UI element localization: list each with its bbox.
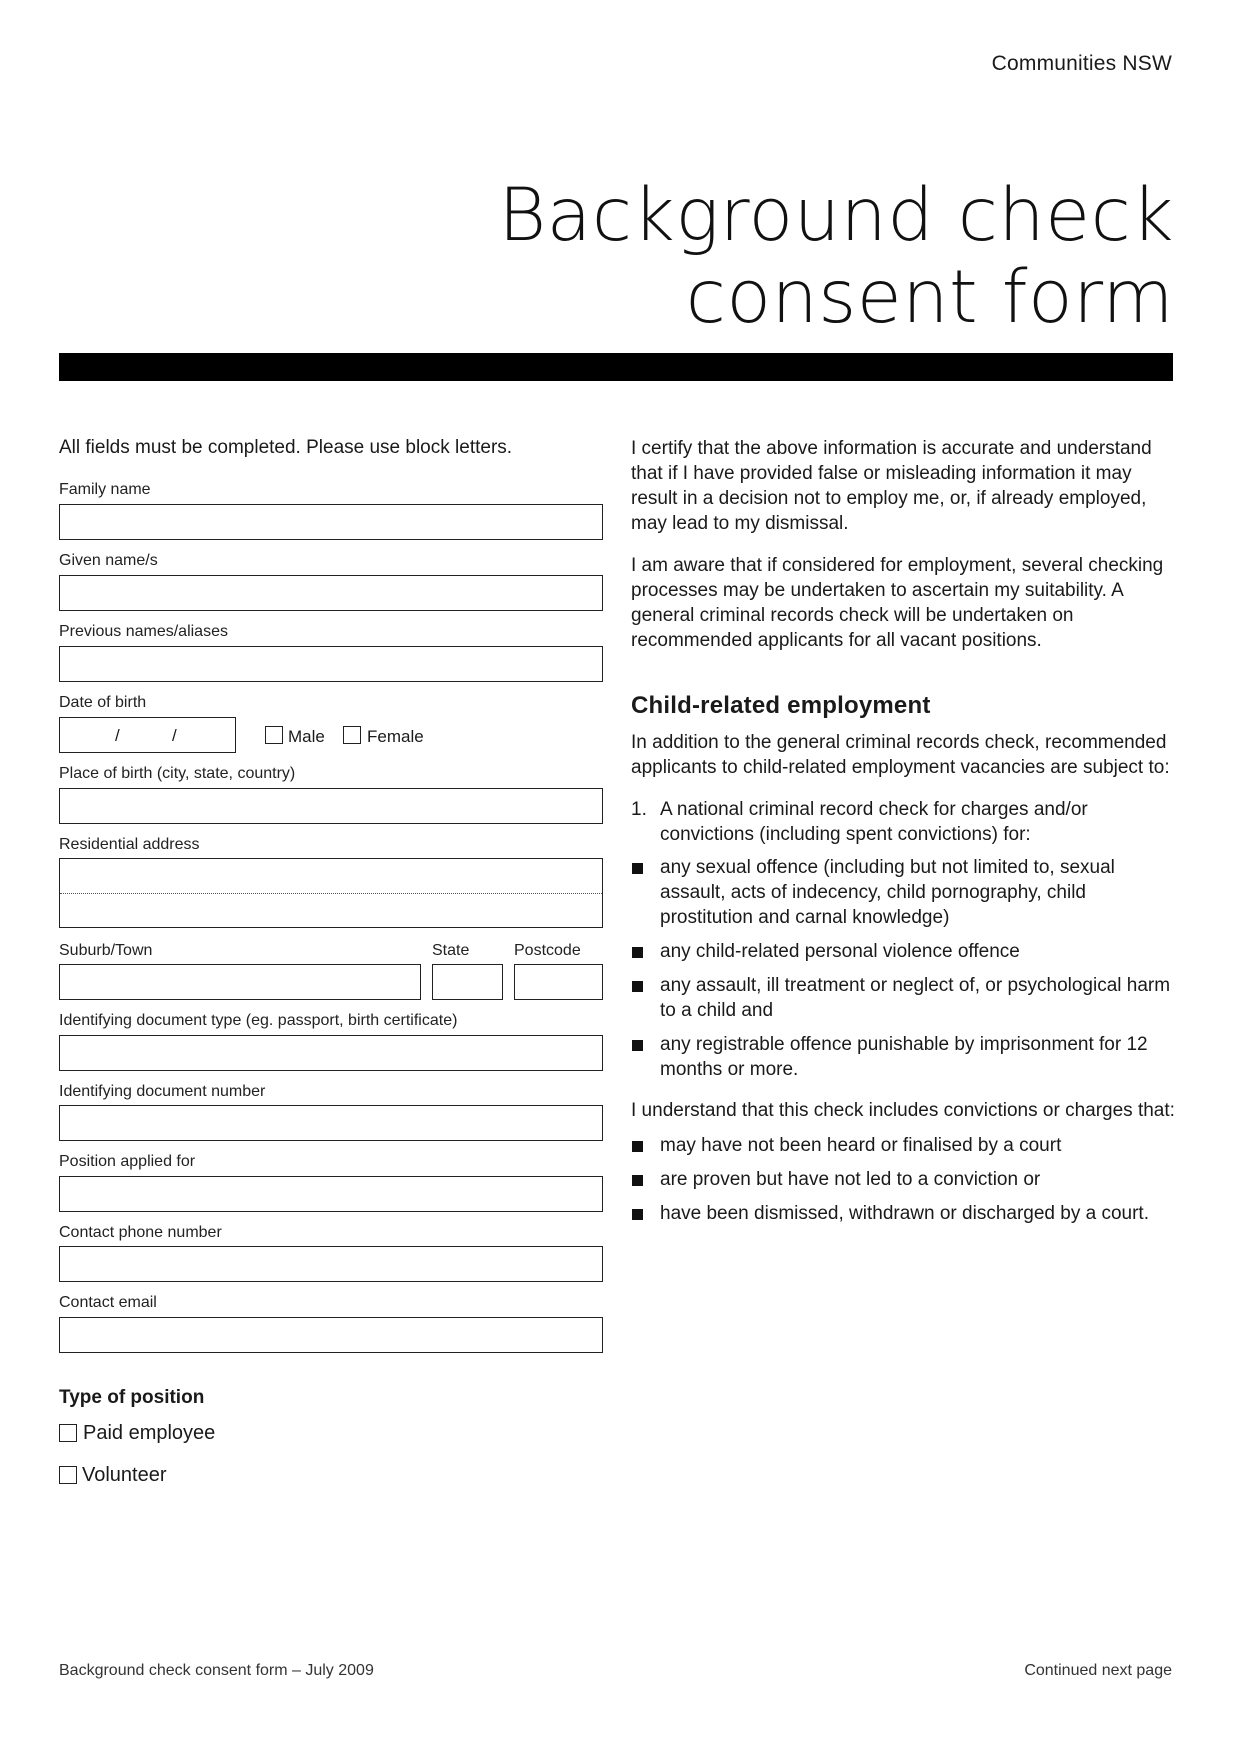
id-doc-number-label: Identifying document number bbox=[59, 1083, 266, 1100]
previous-names-field[interactable] bbox=[59, 646, 603, 682]
title-divider-bar bbox=[59, 353, 1173, 381]
dob-separator-1: / bbox=[115, 726, 120, 745]
family-name-label: Family name bbox=[59, 481, 151, 498]
position-field[interactable] bbox=[59, 1176, 603, 1212]
declaration-column bbox=[631, 436, 1176, 1242]
place-of-birth-field[interactable] bbox=[59, 788, 603, 824]
footer-document-title: Background check consent form – July 2009 bbox=[59, 1662, 374, 1679]
form-intro: All fields must be completed. Please use block letters. bbox=[59, 437, 513, 458]
offence-item: any child-related personal violence offence bbox=[631, 939, 1176, 964]
offence-item: any registrable offence punishable by imprisonment for 12 months or more. bbox=[631, 1032, 1176, 1082]
footer-continued: Continued next page bbox=[1024, 1662, 1172, 1679]
title-line-2: consent form bbox=[685, 255, 1174, 340]
declaration-paragraph-1: I certify that the above information is accurate and understand that if I have provided false or misleading information it may result in a decision not to employ me, or, if already employed, may lead to my dismissal. bbox=[631, 438, 1152, 534]
child-related-intro: In addition to the general criminal records check, recommended applicants to child-related employment vacancies are subject to: bbox=[631, 732, 1170, 778]
given-names-label: Given name/s bbox=[59, 552, 158, 569]
female-label: Female bbox=[367, 727, 424, 746]
postcode-label: Postcode bbox=[514, 942, 581, 959]
given-names-field[interactable] bbox=[59, 575, 603, 611]
charge-item: are proven but have not led to a conviction or bbox=[631, 1167, 1176, 1192]
page-title bbox=[498, 175, 1174, 339]
place-of-birth-label: Place of birth (city, state, country) bbox=[59, 765, 296, 782]
id-doc-type-label: Identifying document type (eg. passport, birth certificate) bbox=[59, 1012, 458, 1029]
volunteer-label: Volunteer bbox=[82, 1464, 167, 1486]
residential-address-label: Residential address bbox=[59, 836, 200, 853]
phone-field[interactable] bbox=[59, 1246, 603, 1282]
organisation-name: Communities NSW bbox=[991, 52, 1172, 75]
charge-item: may have not been heard or finalised by a court bbox=[631, 1133, 1176, 1158]
offence-item: any assault, ill treatment or neglect of, or psychological harm to a child and bbox=[631, 973, 1176, 1023]
previous-names-label: Previous names/aliases bbox=[59, 623, 228, 640]
numbered-item-1-number: 1. bbox=[631, 799, 647, 820]
female-checkbox[interactable] bbox=[343, 726, 361, 744]
date-of-birth-label: Date of birth bbox=[59, 694, 147, 711]
child-related-heading: Child-related employment bbox=[631, 692, 931, 719]
declaration-paragraph-2: I am aware that if considered for employment, several checking processes may be undertaken to ascertain my suitability. A general criminal records check will be undertaken on recommended applicants for all vacant positions. bbox=[631, 555, 1164, 651]
position-type-heading: Type of position bbox=[59, 1387, 205, 1408]
volunteer-checkbox[interactable] bbox=[59, 1466, 77, 1484]
state-label: State bbox=[432, 942, 470, 959]
id-doc-type-field[interactable] bbox=[59, 1035, 603, 1071]
email-label: Contact email bbox=[59, 1294, 157, 1311]
charges-list bbox=[631, 1133, 1176, 1226]
id-doc-number-field[interactable] bbox=[59, 1105, 603, 1141]
male-label: Male bbox=[288, 727, 325, 746]
numbered-item-1-text: A national criminal record check for charges and/or convictions (including spent convictions) for: bbox=[660, 799, 1088, 845]
paid-employee-checkbox[interactable] bbox=[59, 1424, 77, 1442]
offence-list bbox=[631, 855, 1176, 1082]
position-label: Position applied for bbox=[59, 1153, 196, 1170]
numbered-item-1 bbox=[631, 797, 1176, 847]
date-of-birth-field[interactable] bbox=[59, 717, 236, 753]
paid-employee-label: Paid employee bbox=[83, 1422, 216, 1444]
state-field[interactable] bbox=[432, 964, 503, 1000]
suburb-label: Suburb/Town bbox=[59, 942, 153, 959]
postcode-field[interactable] bbox=[514, 964, 603, 1000]
male-checkbox[interactable] bbox=[265, 726, 283, 744]
title-line-1: Background check bbox=[498, 173, 1174, 258]
residential-address-field[interactable] bbox=[59, 858, 603, 928]
charge-item: have been dismissed, withdrawn or discharged by a court. bbox=[631, 1201, 1176, 1226]
suburb-field[interactable] bbox=[59, 964, 421, 1000]
dob-separator-2: / bbox=[172, 726, 177, 745]
understand-paragraph: I understand that this check includes convictions or charges that: bbox=[631, 1100, 1175, 1121]
offence-item: any sexual offence (including but not limited to, sexual assault, acts of indecency, child pornography, child prostitution and carnal knowledge) bbox=[631, 855, 1176, 930]
phone-label: Contact phone number bbox=[59, 1224, 222, 1241]
email-field[interactable] bbox=[59, 1317, 603, 1353]
family-name-field[interactable] bbox=[59, 504, 603, 540]
